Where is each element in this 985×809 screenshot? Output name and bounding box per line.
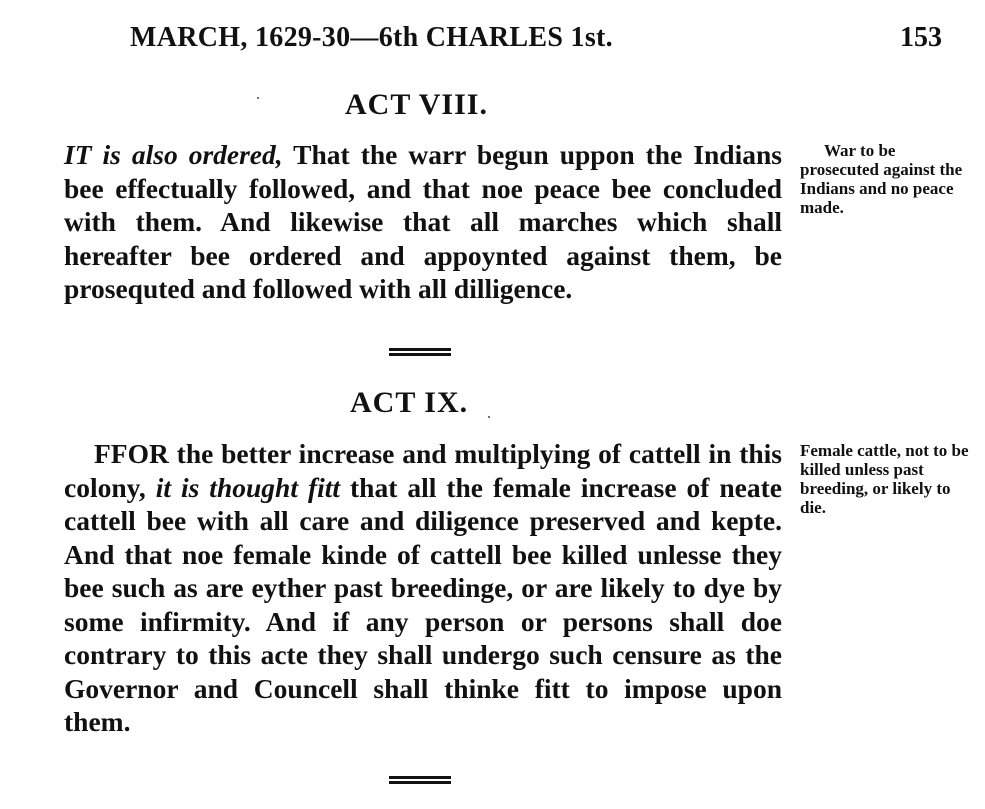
act-text: that all the female increase of neate cattell bee with all care and diligence preserved and kepte. And that noe female kinde of cattell bee killed unlesse they bee such as are eyther past breedinge, or are likely to dye by some infirmity. And if any person or persons shall doe contrary to this acte they shall undergo such censure as the Governor and Councell shall thinke fitt to impose upon them.: [64, 471, 783, 737]
act-text: That the warr begun uppon the Indians bee effectually followed, and that noe peace bee concluded with them. And likewise that all marches which shall hereafter bee ordered and appoynted against them, be prosequted and followed with all dilligence.: [64, 139, 782, 304]
act-heading: ACT VIII.: [345, 88, 488, 121]
lead-word: FFOR: [94, 438, 169, 469]
margin-note: Female cattle, not to be killed unless past breeding, or likely to die.: [800, 441, 969, 517]
section-divider: [389, 348, 451, 356]
act-body: [64, 437, 782, 739]
print-speck: [257, 97, 259, 99]
section-divider: [389, 776, 451, 784]
page-header: [0, 22, 985, 62]
act-heading: ACT IX.: [350, 386, 469, 419]
running-title: MARCH, 1629-30—6th CHARLES 1st.: [130, 22, 613, 53]
lead-italic: IT is also ordered,: [64, 139, 283, 170]
act-text: the better increase and multiplying of cattell in this colony,: [64, 438, 782, 503]
act-body: [64, 138, 782, 306]
print-speck: [488, 416, 490, 418]
page-number: 153: [900, 22, 942, 53]
margin-note: War to be prosecuted against the Indians and no peace made.: [800, 141, 963, 217]
italic-phrase: it is thought fitt: [155, 471, 341, 503]
